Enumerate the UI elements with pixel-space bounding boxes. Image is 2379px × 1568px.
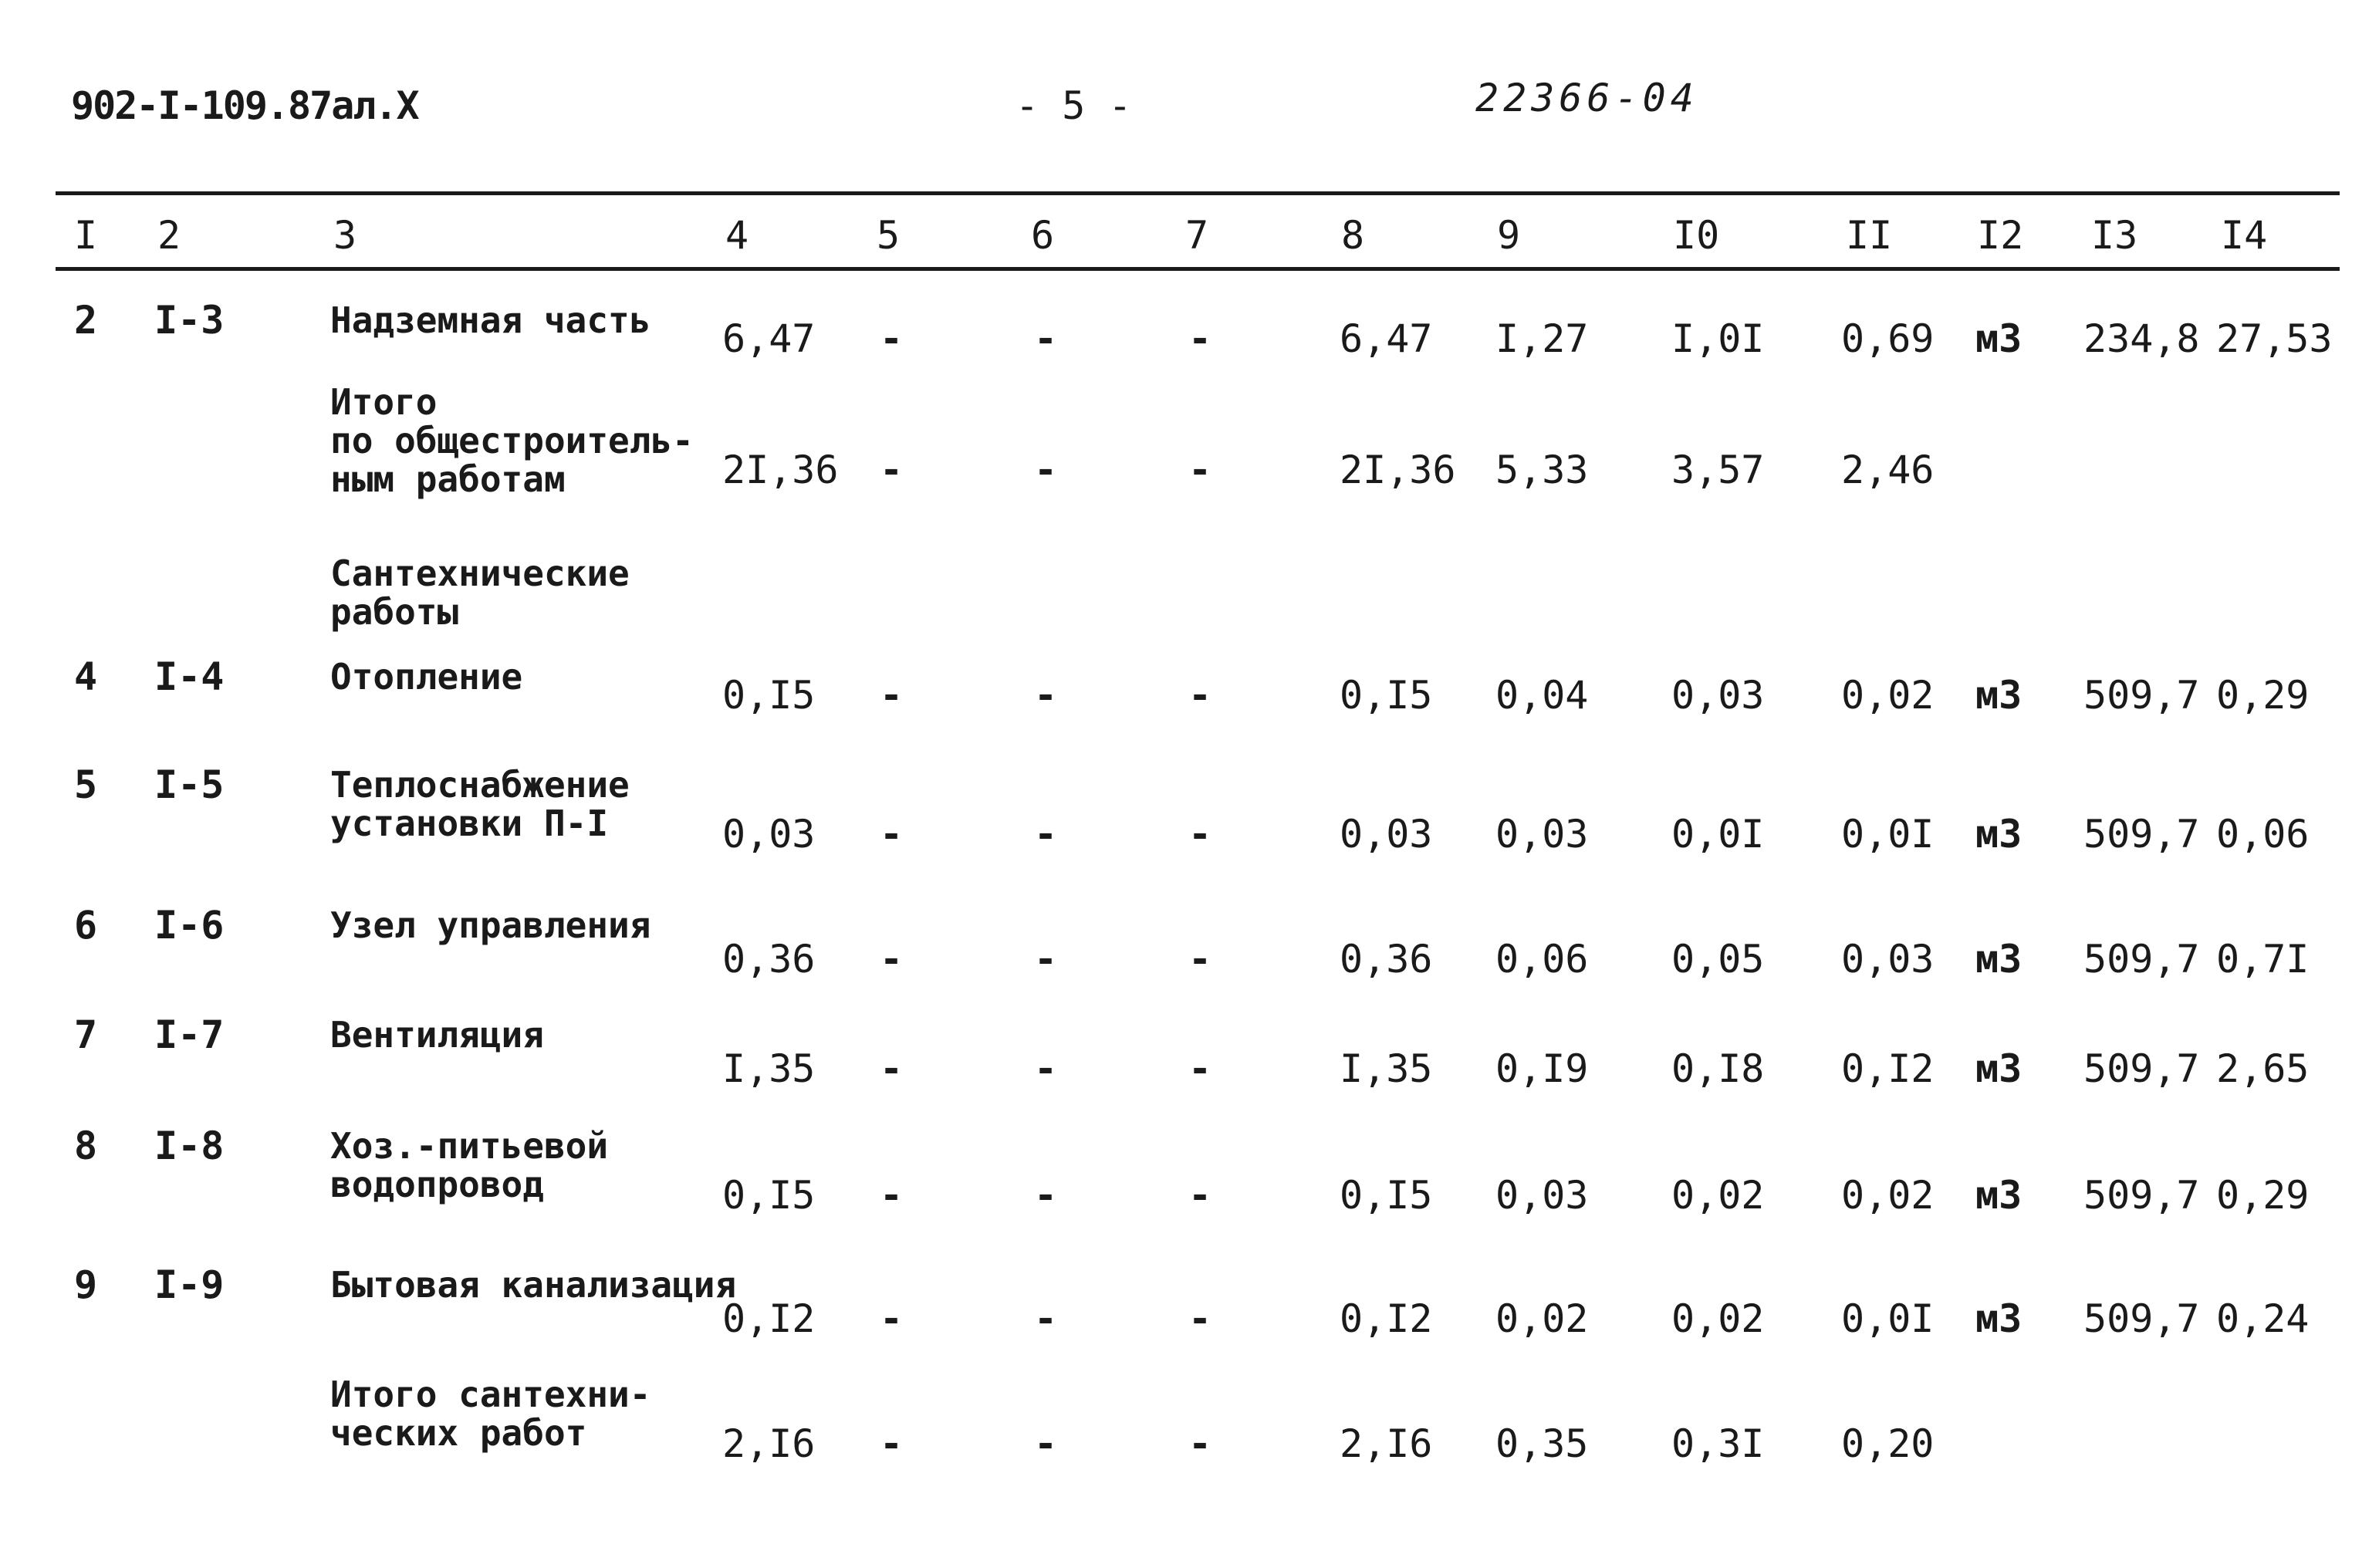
table-cell-n: 6	[74, 903, 98, 948]
table-cell-c6: -	[1034, 1046, 1058, 1091]
table-cell-c7: -	[1188, 448, 1212, 492]
column-header: I0	[1673, 213, 1720, 258]
table-cell-c11: 0,20	[1841, 1421, 1935, 1466]
table-cell-name: Теплоснабжение установки П-I	[330, 764, 630, 844]
table-cell-c13: 509,7	[2083, 1046, 2200, 1091]
column-header: 9	[1497, 213, 1521, 258]
table-cell-c9: 0,06	[1495, 937, 1589, 982]
table-cell-unit: м3	[1975, 1173, 2022, 1218]
table-cell-c13: 509,7	[2083, 812, 2200, 857]
table-cell-c11: 0,69	[1841, 316, 1935, 361]
table-cell-c10: 0,0I	[1671, 812, 1765, 857]
table-cell-c8: 0,I2	[1340, 1296, 1433, 1341]
table-cell-name: Отопление	[330, 656, 523, 698]
table-cell-c14: 0,29	[2216, 673, 2310, 718]
table-top-rule	[56, 191, 2340, 195]
table-cell-unit: м3	[1975, 1296, 2022, 1341]
table-cell-code: I-5	[154, 762, 225, 807]
table-cell-name: Сантехнические работы	[330, 553, 630, 633]
table-cell-c7: -	[1188, 812, 1212, 857]
document-number: 22366-04	[1475, 76, 1698, 120]
table-cell-c6: -	[1034, 1173, 1058, 1218]
column-header: II	[1846, 213, 1893, 258]
table-cell-c11: 2,46	[1841, 448, 1935, 492]
table-cell-code: I-8	[154, 1124, 225, 1168]
table-cell-c8: 0,03	[1340, 812, 1433, 857]
table-cell-c6: -	[1034, 937, 1058, 982]
table-cell-c10: 0,02	[1671, 1173, 1765, 1218]
table-cell-c8: 0,I5	[1340, 673, 1433, 718]
table-cell-c5: -	[880, 673, 904, 718]
table-cell-unit: м3	[1975, 673, 2022, 718]
table-cell-c14: 0,24	[2216, 1296, 2310, 1341]
table-cell-c13: 234,8	[2083, 316, 2200, 361]
table-cell-code: I-7	[154, 1012, 225, 1057]
table-cell-n: 8	[74, 1124, 98, 1168]
table-cell-c9: 5,33	[1495, 448, 1589, 492]
table-cell-c4: 0,I5	[722, 673, 816, 718]
table-cell-c9: 0,04	[1495, 673, 1589, 718]
table-cell-c5: -	[880, 316, 904, 361]
column-header: I4	[2221, 213, 2268, 258]
table-cell-c4: 0,I5	[722, 1173, 816, 1218]
table-cell-c10: 0,05	[1671, 937, 1765, 982]
table-cell-c7: -	[1188, 1296, 1212, 1341]
table-cell-c11: 0,03	[1841, 937, 1935, 982]
table-cell-c7: -	[1188, 673, 1212, 718]
table-cell-c6: -	[1034, 448, 1058, 492]
table-cell-n: 5	[74, 762, 98, 807]
table-cell-unit: м3	[1975, 316, 2022, 361]
table-cell-c4: 2,I6	[722, 1421, 816, 1466]
column-header: 2	[157, 213, 181, 258]
table-cell-c10: 0,3I	[1671, 1421, 1765, 1466]
table-cell-c14: 2,65	[2216, 1046, 2310, 1091]
table-cell-c9: 0,35	[1495, 1421, 1589, 1466]
table-cell-name: Бытовая канализация	[330, 1264, 737, 1306]
table-cell-c4: I,35	[722, 1046, 816, 1091]
table-cell-c7: -	[1188, 316, 1212, 361]
table-cell-code: I-6	[154, 903, 225, 948]
table-cell-c13: 509,7	[2083, 1296, 2200, 1341]
table-cell-c14: 0,7I	[2216, 937, 2310, 982]
project-code: 902-I-109.87ал.X	[71, 83, 418, 128]
table-cell-code: I-3	[154, 298, 225, 343]
table-cell-c5: -	[880, 937, 904, 982]
table-cell-c8: 6,47	[1340, 316, 1433, 361]
table-cell-c5: -	[880, 1421, 904, 1466]
table-cell-c9: 0,03	[1495, 812, 1589, 857]
table-cell-c5: -	[880, 1296, 904, 1341]
table-cell-unit: м3	[1975, 937, 2022, 982]
table-cell-c10: 0,02	[1671, 1296, 1765, 1341]
table-cell-c6: -	[1034, 316, 1058, 361]
table-cell-name: Итого по общестроитель- ным работам	[330, 381, 694, 500]
table-cell-c5: -	[880, 1173, 904, 1218]
table-cell-n: 7	[74, 1012, 98, 1057]
table-cell-c8: 2I,36	[1340, 448, 1456, 492]
table-cell-c11: 0,0I	[1841, 812, 1935, 857]
table-cell-c13: 509,7	[2083, 673, 2200, 718]
column-header: I2	[1977, 213, 2024, 258]
table-cell-c9: I,27	[1495, 316, 1589, 361]
table-cell-c8: 0,36	[1340, 937, 1433, 982]
table-cell-c8: 2,I6	[1340, 1421, 1433, 1466]
column-header: 3	[333, 213, 357, 258]
table-cell-c10: 3,57	[1671, 448, 1765, 492]
table-cell-c11: 0,02	[1841, 1173, 1935, 1218]
table-cell-name: Вентиляция	[330, 1014, 544, 1056]
table-cell-c11: 0,0I	[1841, 1296, 1935, 1341]
table-cell-name: Надземная часть	[330, 299, 651, 341]
table-cell-c6: -	[1034, 1421, 1058, 1466]
table-cell-name: Итого сантехни- ческих работ	[330, 1374, 651, 1454]
table-cell-c6: -	[1034, 673, 1058, 718]
table-cell-c6: -	[1034, 1296, 1058, 1341]
table-cell-c4: 6,47	[722, 316, 816, 361]
column-header: I	[74, 213, 98, 258]
column-header: 8	[1341, 213, 1365, 258]
table-cell-c14: 0,06	[2216, 812, 2310, 857]
table-cell-name: Хоз.-питьевой водопровод	[330, 1125, 609, 1205]
table-cell-c11: 0,I2	[1841, 1046, 1935, 1091]
table-cell-c4: 2I,36	[722, 448, 839, 492]
table-cell-unit: м3	[1975, 812, 2022, 857]
column-header: 6	[1031, 213, 1055, 258]
table-cell-c4: 0,03	[722, 812, 816, 857]
table-cell-c11: 0,02	[1841, 673, 1935, 718]
table-cell-c8: I,35	[1340, 1046, 1433, 1091]
table-cell-code: I-4	[154, 654, 225, 699]
table-cell-n: 4	[74, 654, 98, 699]
table-cell-c14: 27,53	[2216, 316, 2333, 361]
table-cell-unit: м3	[1975, 1046, 2022, 1091]
table-cell-c10: 0,I8	[1671, 1046, 1765, 1091]
table-cell-n: 2	[74, 298, 98, 343]
table-cell-c6: -	[1034, 812, 1058, 857]
table-cell-c4: 0,36	[722, 937, 816, 982]
table-cell-c10: 0,03	[1671, 673, 1765, 718]
table-cell-c7: -	[1188, 1421, 1212, 1466]
table-cell-c5: -	[880, 448, 904, 492]
column-header: 7	[1185, 213, 1209, 258]
table-cell-c7: -	[1188, 937, 1212, 982]
table-cell-c5: -	[880, 1046, 904, 1091]
table-cell-name: Узел управления	[330, 904, 651, 946]
table-cell-c4: 0,I2	[722, 1296, 816, 1341]
table-cell-c5: -	[880, 812, 904, 857]
table-cell-code: I-9	[154, 1262, 225, 1307]
table-cell-c13: 509,7	[2083, 1173, 2200, 1218]
table-cell-c13: 509,7	[2083, 937, 2200, 982]
table-cell-c10: I,0I	[1671, 316, 1765, 361]
table-cell-c8: 0,I5	[1340, 1173, 1433, 1218]
column-header: I3	[2091, 213, 2138, 258]
column-header: 4	[725, 213, 749, 258]
table-cell-c9: 0,I9	[1495, 1046, 1589, 1091]
table-cell-c7: -	[1188, 1173, 1212, 1218]
page-number: - 5 -	[1015, 83, 1132, 128]
table-cell-n: 9	[74, 1262, 98, 1307]
table-cell-c14: 0,29	[2216, 1173, 2310, 1218]
table-cell-c9: 0,03	[1495, 1173, 1589, 1218]
table-header-rule	[56, 267, 2340, 271]
column-header: 5	[877, 213, 901, 258]
table-cell-c7: -	[1188, 1046, 1212, 1091]
table-cell-c9: 0,02	[1495, 1296, 1589, 1341]
